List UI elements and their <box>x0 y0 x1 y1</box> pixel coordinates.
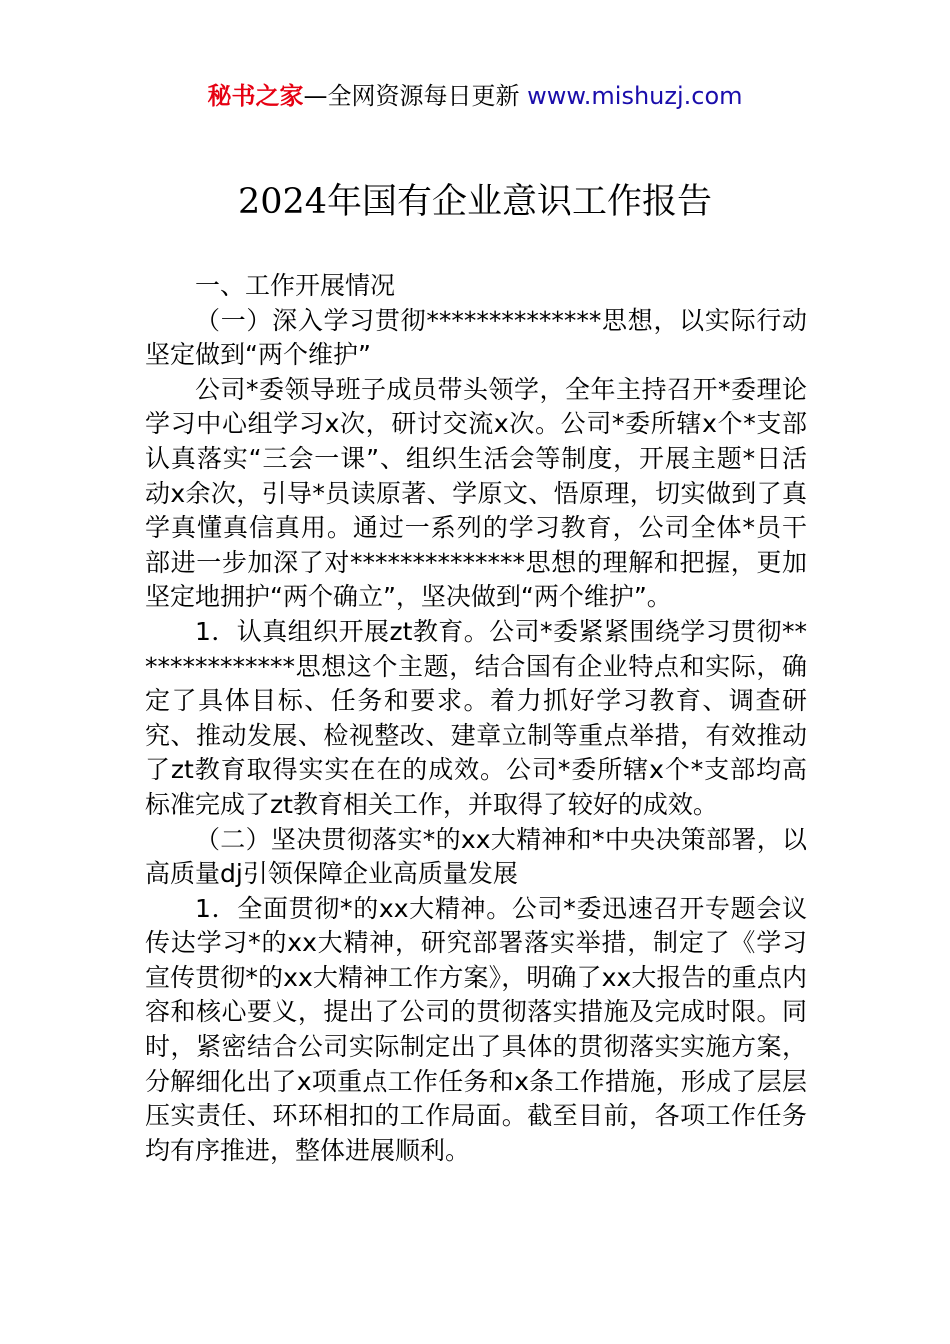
body-paragraph: 1．认真组织开展zt教育。公司*委紧紧围绕学习贯彻**************思想这个主题，结合国有企业特点和实际，确定了具体目标、任务和要求。着力抓好学习教育、调查研究、推动发展、检视整改、建章立制等重点举措，有效推动了zt教育取得实实在在的成效。公司*委所辖x个*支部均高标准完成了zt教育相关工作，并取得了较好的成效。 <box>145 616 807 819</box>
brand-name: 秘书之家 <box>207 82 304 110</box>
document-body <box>145 269 807 1168</box>
section-heading: 一、工作开展情况 <box>195 271 396 300</box>
body-paragraph: 公司*委领导班子成员带头领学，全年主持召开*委理论学习中心组学习x次，研讨交流x次。公司*委所辖x个*支部认真落实“三会一课”、组织生活会等制度，开展主题*日活动x余次，引导*员读原著、学原文、悟原理，切实做到了真学真懂真信真用。通过一系列的学习教育，公司全体*员干部进一步加深了对**************思想的理解和把握，更加坚定地拥护“两个确立”，坚决做到“两个维护”。 <box>145 374 807 612</box>
header-tagline: —全网资源每日更新 <box>303 82 528 110</box>
site-header <box>0 80 950 112</box>
site-url-link[interactable]: www.mishuzj.com <box>527 82 743 110</box>
subsection-heading: （二）坚决贯彻落实*的xx大精神和*中央决策部署，以高质量dj引领保障企业高质量发展 <box>145 824 807 889</box>
body-paragraph: 1．全面贯彻*的xx大精神。公司*委迅速召开专题会议传达学习*的xx大精神，研究部署落实举措，制定了《学习宣传贯彻*的xx大精神工作方案》，明确了xx大报告的重点内容和核心要义，提出了公司的贯彻落实措施及完成时限。同时，紧密结合公司实际制定出了具体的贯彻落实实施方案，分解细化出了x项重点工作任务和x条工作措施，形成了层层压实责任、环环相扣的工作局面。截至目前，各项工作任务均有序推进，整体进展顺利。 <box>145 893 807 1165</box>
subsection-heading: （一）深入学习贯彻**************思想，以实际行动坚定做到“两个维护” <box>145 305 807 370</box>
document-title: 2024年国有企业意识工作报告 <box>237 182 713 222</box>
